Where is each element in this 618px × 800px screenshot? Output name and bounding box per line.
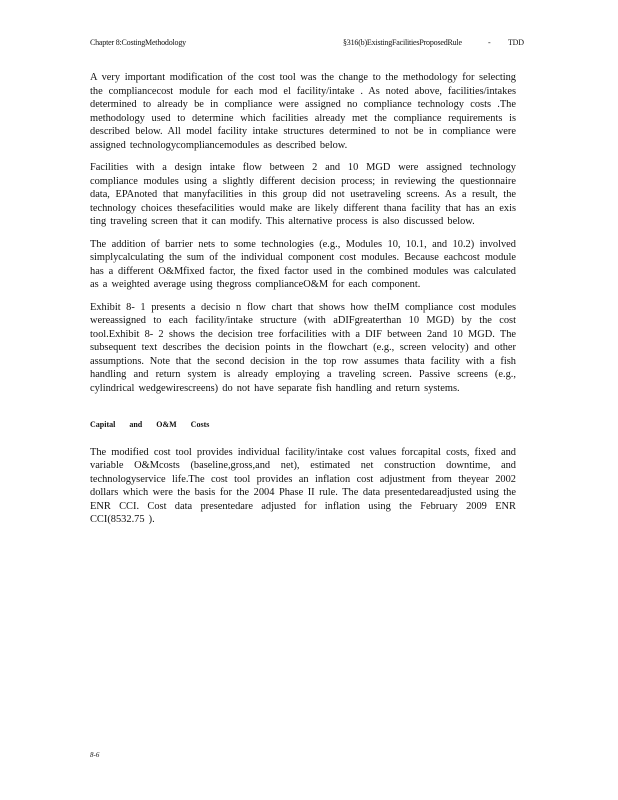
paragraph-small-facilities: Facilities with a design intake flow between 2 and 10 MGD were assigned technology compliance modules using a slightly different decision process; in reviewing the questionnaire data, EPAnoted that manyfacilities in this group did not usetraveling screens. As a result, the technology choices thesefacilities would make are likely different thana facility that has an exis ting traveling screen that it can modify. This alternative process is also discussed below. [90,162,516,227]
paragraph-methodology-change: A very important modification of the cost tool was the change to the methodology for selecting the compliancecost module for each mod el facility/intake . As noted above, facilities/intakes determined to already be in compliance were assigned no compliance technology costs .The methodology used to determine which facilities already met the compliance requirements is described below. All model facility intake structures determined to not be in compliance were assigned technologycompliancemodules as described below. [90,72,516,151]
page-number: 8-6 [90,751,100,759]
header-chapter-title: Chapter 8:CostingMethodology [90,38,186,47]
body-text [90,71,516,536]
paragraph-exhibit-flowchart: Exhibit 8- 1 presents a decisio n flow chart that shows how theIM compliance cost modules wereassigned to each facility/intake structure (with aDIFgreaterthan 10 MGD) by the cost tool.Exhibit 8- 2 shows the decision tree forfacilities with a DIF between 2and 10 MGD. The subsequent text describes the decision points in the flowchart (e.g., screen velocity) and other assumptions. Note that the second decision in the top row assumes thata facility with a fish handling and return system is already employing a traveling screen. Passive screens (e.g., cylindrical wedgewirescreens) do not have separate fish handling and return systems. [90,301,516,394]
header-document-code: TDD [508,38,524,47]
paragraph-cost-tool-outputs: The modified cost tool provides individual facility/intake cost values forcapital costs, fixed and variable O&Mcosts (baseline,gross,and net), estimated net construction downtime, and technologyservice life.The cost tool provides an inflation cost adjustment from theyear 2002 dollars which were the basis for the 2004 Phase II rule. The data presentedareadjusted using the ENR CCI. Cost data presentedare adjusted for inflation using the February 2009 ENR CCI(8532.75 ). [90,446,516,525]
header-rule-title: §316(b)ExistingFacilitiesProposedRule [343,38,462,47]
section-heading-capital-om-costs: Capital and O&M Costs [90,420,210,429]
paragraph-barrier-nets: The addition of barrier nets to some technologies (e.g., Modules 10, 10.1, and 10.2) involved simplycalculating the sum of the individual component cost modules. Because eachcost module has a different O&Mfixed factor, the fixed factor used in the combined modules was calculated as a weighted average using thegross complianceO&M for each component. [90,238,516,290]
header-separator: - [488,38,491,47]
